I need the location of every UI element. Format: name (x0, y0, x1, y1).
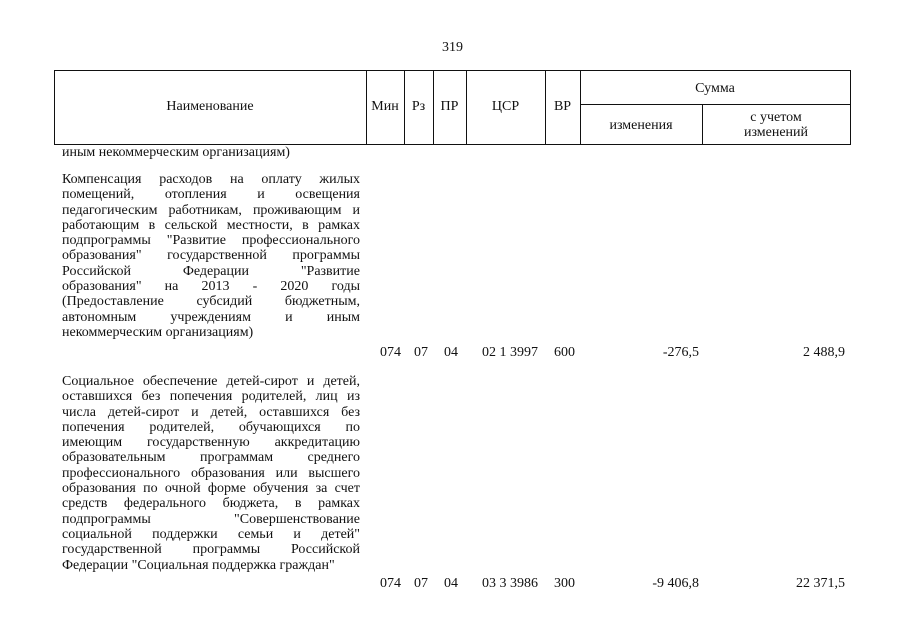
cell-pr: 04 (444, 576, 458, 591)
page-number: 319 (442, 40, 463, 55)
text-line: образования по очной форме обучения за счет (62, 481, 360, 497)
text-line: попечения родителей, обучающихся по (62, 419, 360, 435)
text-line: Российской Федерации "Развитие (62, 263, 360, 279)
text-line: социальной поддержки семьи и детей" (62, 526, 360, 542)
cell-change: -9 406,8 (652, 576, 699, 591)
text-line: имеющим государственную аккредитацию (62, 435, 360, 451)
text-line: образования" на 2013 - 2020 годы (62, 279, 360, 295)
header-with-changes-1: с учетом (750, 110, 802, 125)
header-pr: ПР (440, 99, 459, 114)
row-name (62, 374, 360, 573)
header-sum-divider (580, 104, 850, 105)
text-line: помещений, отопления и освещения (62, 187, 360, 203)
cell-rz: 07 (414, 576, 428, 591)
text-line: государственной программы Российской (62, 542, 360, 558)
cell-min: 074 (380, 576, 401, 591)
cell-csr: 03 3 3986 (482, 576, 538, 591)
cell-rz: 07 (414, 345, 428, 360)
header-divider (850, 70, 851, 144)
text-line: иным некоммерческим организациям) (62, 145, 290, 160)
text-line: образовательным программам среднего (62, 450, 360, 466)
text-line: профессионального образования или высшего (62, 465, 360, 481)
text-line: подпрограммы "Совершенствование (62, 511, 360, 527)
header-rz: Рз (411, 99, 426, 114)
header-csr: ЦСР (491, 99, 520, 114)
cell-total: 2 488,9 (803, 345, 845, 360)
carryover-text (62, 145, 360, 160)
cell-pr: 04 (444, 345, 458, 360)
text-line: (Предоставление субсидий бюджетным, (62, 294, 360, 310)
cell-vr: 600 (554, 345, 575, 360)
cell-csr: 02 1 3997 (482, 345, 538, 360)
header-change: изменения (609, 118, 673, 133)
header-name: Наименование (166, 99, 254, 114)
cell-min: 074 (380, 345, 401, 360)
text-line: подпрограммы "Развитие профессионального (62, 233, 360, 249)
text-line: средств федерального бюджета, в рамках (62, 496, 360, 512)
text-line: числа детей-сирот и детей, оставшихся без (62, 404, 360, 420)
text-line: работающим в сельской местности, в рамках (62, 217, 360, 233)
row-name (62, 172, 360, 340)
cell-vr: 300 (554, 576, 575, 591)
text-line: оставшихся без попечения родителей, лиц из (62, 389, 360, 405)
header-vr: ВР (553, 99, 572, 114)
text-line: автономным учреждениям и иным (62, 309, 360, 325)
cell-change: -276,5 (662, 345, 699, 360)
text-line: образования" государственной программы (62, 248, 360, 264)
text-line: Социальное обеспечение детей-сирот и детей, (62, 374, 360, 389)
cell-total: 22 371,5 (796, 576, 845, 591)
text-line: педагогическим работникам, проживающим и (62, 202, 360, 218)
text-line: Федерации "Социальная поддержка граждан" (62, 557, 335, 573)
text-line: некоммерческим организациям) (62, 324, 254, 340)
header-min: Мин (371, 99, 399, 114)
text-line: Компенсация расходов на оплату жилых (62, 172, 360, 187)
header-sum: Сумма (695, 81, 735, 96)
header-with-changes-2: изменений (743, 125, 809, 140)
